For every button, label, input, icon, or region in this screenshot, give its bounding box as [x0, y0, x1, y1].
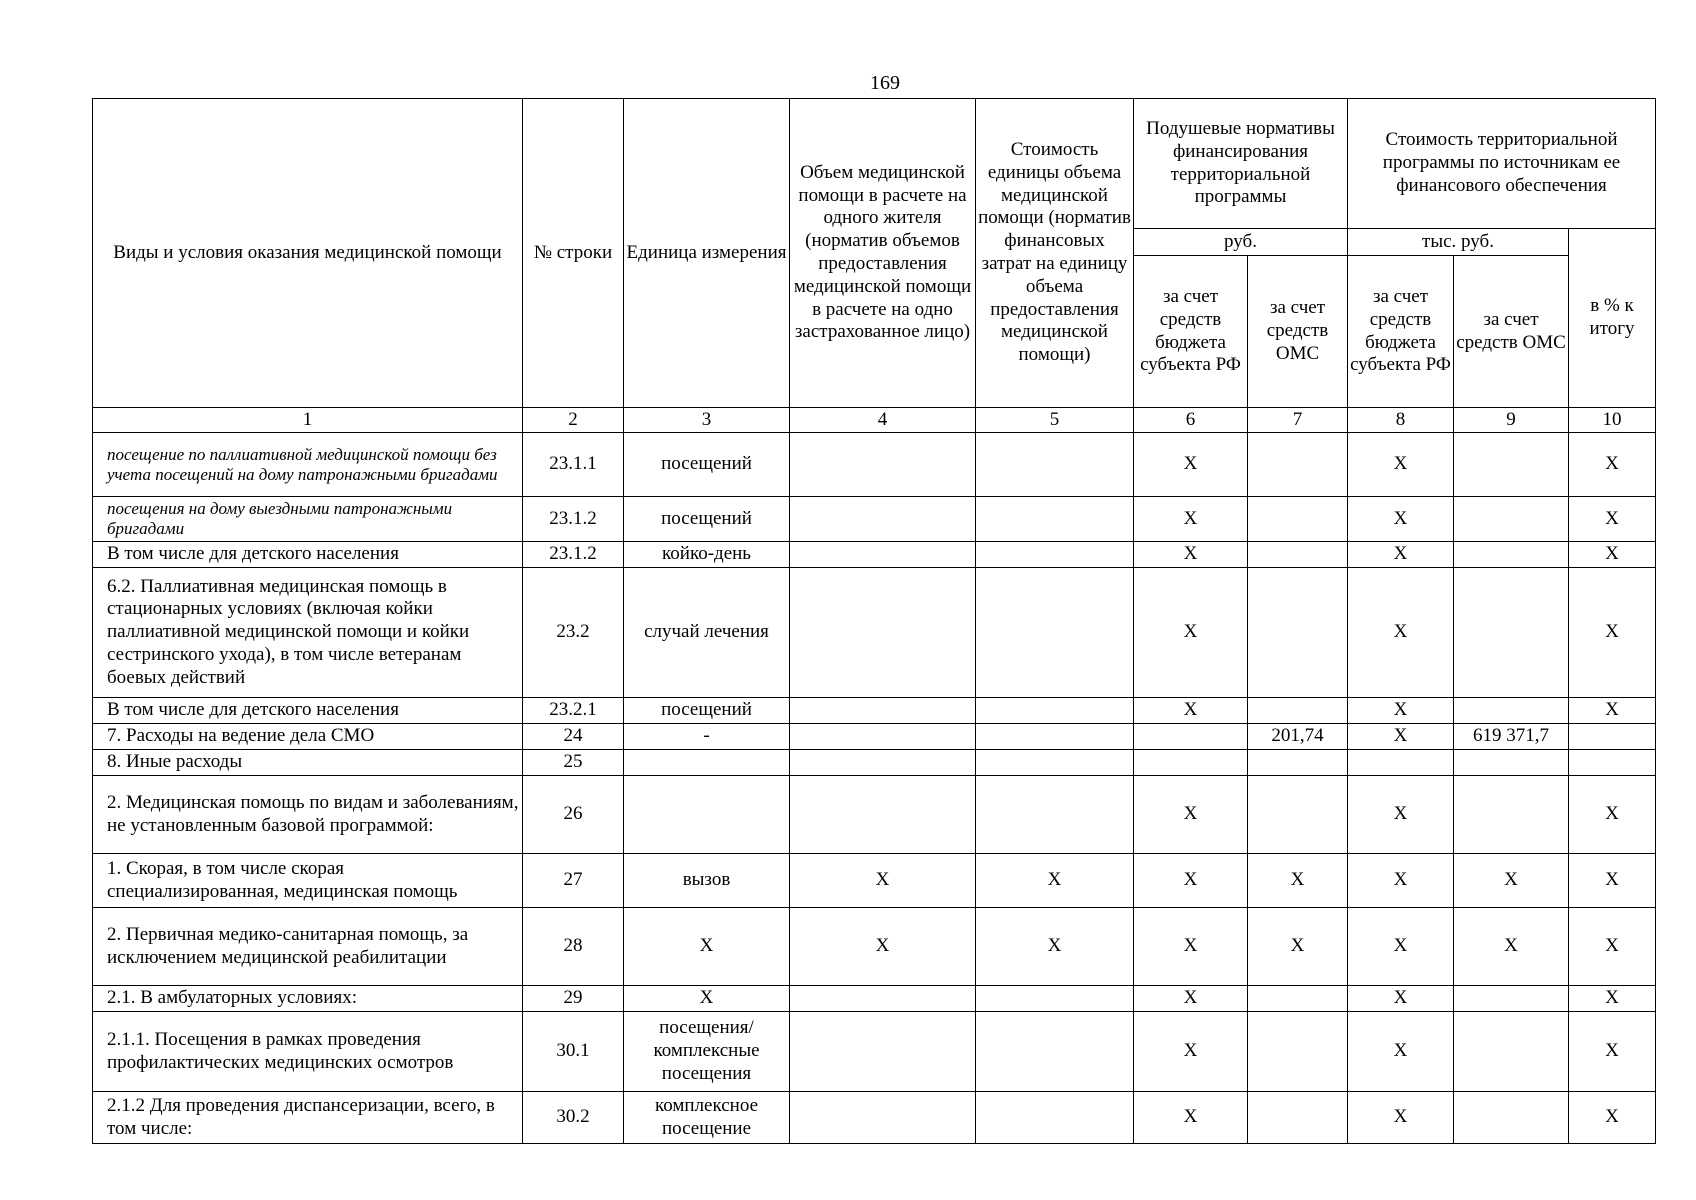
cell-percent: X — [1569, 854, 1656, 908]
column-number: 1 — [93, 408, 523, 433]
header-percent: в % к итогу — [1569, 229, 1656, 408]
cell-volume — [790, 1092, 976, 1144]
column-number: 2 — [523, 408, 624, 433]
table-row — [93, 986, 1656, 1012]
header-budget-b: за счет средств бюджета субъекта РФ — [1348, 256, 1454, 408]
cell-budget-cost: X — [1348, 724, 1454, 750]
column-number: 5 — [976, 408, 1134, 433]
cell-percent: X — [1569, 542, 1656, 568]
cell-budget-cost: X — [1348, 433, 1454, 497]
table-row — [93, 1092, 1656, 1144]
cell-oms-cost — [1454, 433, 1569, 497]
cell-type: 1. Скорая, в том числе скорая специализированная, медицинская помощь — [93, 854, 523, 908]
table-row — [93, 854, 1656, 908]
cell-oms-cost: X — [1454, 908, 1569, 986]
cell-unit: комплексное посещение — [624, 1092, 790, 1144]
table-row — [93, 542, 1656, 568]
cell-oms-cost — [1454, 750, 1569, 776]
cell-unit: случай лечения — [624, 568, 790, 698]
cell-percent: X — [1569, 776, 1656, 854]
cell-unit: койко-день — [624, 542, 790, 568]
cell-oms-per-capita: X — [1248, 854, 1348, 908]
cell-budget-per-capita: X — [1134, 1012, 1248, 1092]
column-number: 3 — [624, 408, 790, 433]
cell-type: В том числе для детского населения — [93, 698, 523, 724]
cell-unit: посещений — [624, 497, 790, 542]
column-number: 10 — [1569, 408, 1656, 433]
cell-unit: X — [624, 908, 790, 986]
cell-row-number: 30.1 — [523, 1012, 624, 1092]
page-number: 169 — [870, 72, 900, 94]
cell-type: 8. Иные расходы — [93, 750, 523, 776]
cell-percent: X — [1569, 1012, 1656, 1092]
cell-type: В том числе для детского населения — [93, 542, 523, 568]
cell-unit: X — [624, 986, 790, 1012]
cell-type: 2.1. В амбулаторных условиях: — [93, 986, 523, 1012]
cell-budget-cost: X — [1348, 854, 1454, 908]
cell-percent — [1569, 724, 1656, 750]
table-row — [93, 433, 1656, 497]
column-number: 4 — [790, 408, 976, 433]
cell-percent: X — [1569, 497, 1656, 542]
cell-oms-cost: 619 371,7 — [1454, 724, 1569, 750]
cell-budget-per-capita: X — [1134, 854, 1248, 908]
cell-row-number: 24 — [523, 724, 624, 750]
table-row — [93, 1012, 1656, 1092]
column-number: 8 — [1348, 408, 1454, 433]
cell-percent: X — [1569, 433, 1656, 497]
cell-oms-cost — [1454, 1092, 1569, 1144]
cell-budget-cost: X — [1348, 986, 1454, 1012]
cell-type: 2. Первичная медико-санитарная помощь, за исключением медицинской реабилитации — [93, 908, 523, 986]
cell-percent: X — [1569, 986, 1656, 1012]
table-row — [93, 698, 1656, 724]
cell-row-number: 26 — [523, 776, 624, 854]
cell-volume — [790, 724, 976, 750]
cell-unit-cost — [976, 542, 1134, 568]
cell-oms-cost — [1454, 776, 1569, 854]
cell-unit-cost — [976, 568, 1134, 698]
cell-type: 2.1.1. Посещения в рамках проведения профилактических медицинских осмотров — [93, 1012, 523, 1092]
cell-volume — [790, 1012, 976, 1092]
cell-oms-per-capita — [1248, 776, 1348, 854]
cell-budget-cost: X — [1348, 568, 1454, 698]
header-oms-b: за счет средств ОМС — [1454, 256, 1569, 408]
cell-volume — [790, 433, 976, 497]
cell-oms-per-capita — [1248, 497, 1348, 542]
cell-unit-cost — [976, 986, 1134, 1012]
cell-volume — [790, 986, 976, 1012]
cell-row-number: 23.2 — [523, 568, 624, 698]
cell-volume — [790, 698, 976, 724]
cell-unit-cost — [976, 698, 1134, 724]
cell-type: 6.2. Паллиативная медицинская помощь в стационарных условиях (включая койки паллиативной медицинской помощи и койки сестринского ухода), в том числе ветеранам боевых действий — [93, 568, 523, 698]
cell-row-number: 28 — [523, 908, 624, 986]
cell-percent: X — [1569, 1092, 1656, 1144]
cell-oms-per-capita — [1248, 698, 1348, 724]
cell-unit-cost — [976, 497, 1134, 542]
cell-volume: X — [790, 854, 976, 908]
table-row — [93, 497, 1656, 542]
cell-oms-cost — [1454, 568, 1569, 698]
cell-row-number: 25 — [523, 750, 624, 776]
cell-budget-per-capita: X — [1134, 433, 1248, 497]
cell-type: 2.1.2 Для проведения диспансеризации, всего, в том числе: — [93, 1092, 523, 1144]
cell-budget-per-capita — [1134, 724, 1248, 750]
cell-budget-per-capita: X — [1134, 1092, 1248, 1144]
cell-oms-per-capita: 201,74 — [1248, 724, 1348, 750]
cell-unit-cost — [976, 750, 1134, 776]
column-number: 6 — [1134, 408, 1248, 433]
cell-row-number: 27 — [523, 854, 624, 908]
cell-volume — [790, 568, 976, 698]
cell-budget-cost: X — [1348, 908, 1454, 986]
column-numbers-row — [93, 408, 1656, 433]
column-number: 7 — [1248, 408, 1348, 433]
cell-unit-cost — [976, 433, 1134, 497]
cell-row-number: 30.2 — [523, 1092, 624, 1144]
cell-budget-cost: X — [1348, 542, 1454, 568]
cell-type: 2. Медицинская помощь по видам и заболеваниям, не установленным базовой программой: — [93, 776, 523, 854]
cell-type: посещения на дому выездными патронажными бригадами — [93, 497, 523, 542]
cell-row-number: 23.1.2 — [523, 497, 624, 542]
header-row-number: № строки — [523, 99, 624, 408]
cell-oms-cost — [1454, 698, 1569, 724]
cell-row-number: 23.1.2 — [523, 542, 624, 568]
cell-percent: X — [1569, 908, 1656, 986]
cell-unit-cost: X — [976, 908, 1134, 986]
cell-budget-cost: X — [1348, 698, 1454, 724]
cell-budget-per-capita — [1134, 750, 1248, 776]
cell-unit: вызов — [624, 854, 790, 908]
cell-unit-cost: X — [976, 854, 1134, 908]
cell-oms-per-capita — [1248, 433, 1348, 497]
cell-oms-per-capita — [1248, 568, 1348, 698]
cell-unit — [624, 776, 790, 854]
cell-volume — [790, 497, 976, 542]
cell-percent — [1569, 750, 1656, 776]
cell-unit: посещений — [624, 698, 790, 724]
cell-oms-cost — [1454, 986, 1569, 1012]
table-row — [93, 568, 1656, 698]
cell-budget-cost: X — [1348, 776, 1454, 854]
header-volume: Объем медицинской помощи в расчете на одного жителя (норматив объемов предоставления медицинской помощи в расчете на одно застрахованное лицо) — [790, 99, 976, 408]
cell-budget-per-capita: X — [1134, 568, 1248, 698]
table-row — [93, 776, 1656, 854]
cell-budget-per-capita: X — [1134, 776, 1248, 854]
cell-row-number: 23.1.1 — [523, 433, 624, 497]
cell-unit: посещения/ комплексные посещения — [624, 1012, 790, 1092]
cell-oms-cost — [1454, 497, 1569, 542]
cell-budget-per-capita: X — [1134, 497, 1248, 542]
cell-row-number: 23.2.1 — [523, 698, 624, 724]
cell-budget-cost: X — [1348, 497, 1454, 542]
table-row — [93, 724, 1656, 750]
table-row — [93, 750, 1656, 776]
cell-unit — [624, 750, 790, 776]
header-unit: Единица измерения — [624, 99, 790, 408]
cell-unit-cost — [976, 1092, 1134, 1144]
cell-budget-per-capita: X — [1134, 542, 1248, 568]
cell-budget-cost: X — [1348, 1012, 1454, 1092]
financing-table — [92, 98, 1656, 1144]
header-program-cost: Стоимость территориальной программы по источникам ее финансового обеспечения — [1348, 99, 1656, 229]
cell-oms-per-capita — [1248, 750, 1348, 776]
header-unit-thousand-rub: тыс. руб. — [1348, 229, 1569, 256]
cell-oms-cost — [1454, 1012, 1569, 1092]
cell-oms-per-capita — [1248, 1092, 1348, 1144]
cell-budget-per-capita: X — [1134, 908, 1248, 986]
cell-budget-per-capita: X — [1134, 698, 1248, 724]
cell-budget-per-capita: X — [1134, 986, 1248, 1012]
header-budget-a: за счет средств бюджета субъекта РФ — [1134, 256, 1248, 408]
cell-oms-cost: X — [1454, 854, 1569, 908]
table-row — [93, 908, 1656, 986]
header-unit-cost: Стоимость единицы объема медицинской помощи (норматив финансовых затрат на единицу объема предоставления медицинской помощи) — [976, 99, 1134, 408]
cell-percent: X — [1569, 568, 1656, 698]
cell-oms-cost — [1454, 542, 1569, 568]
cell-type: посещение по паллиативной медицинской помощи без учета посещений на дому патронажными бригадами — [93, 433, 523, 497]
cell-oms-per-capita: X — [1248, 908, 1348, 986]
header-unit-rub: руб. — [1134, 229, 1348, 256]
header-types: Виды и условия оказания медицинской помощи — [93, 99, 523, 408]
column-number: 9 — [1454, 408, 1569, 433]
cell-unit-cost — [976, 776, 1134, 854]
cell-volume — [790, 542, 976, 568]
cell-oms-per-capita — [1248, 542, 1348, 568]
cell-budget-cost — [1348, 750, 1454, 776]
cell-unit: посещений — [624, 433, 790, 497]
cell-oms-per-capita — [1248, 1012, 1348, 1092]
cell-oms-per-capita — [1248, 986, 1348, 1012]
cell-unit: - — [624, 724, 790, 750]
header-oms-a: за счет средств ОМС — [1248, 256, 1348, 408]
cell-row-number: 29 — [523, 986, 624, 1012]
cell-type: 7. Расходы на ведение дела СМО — [93, 724, 523, 750]
cell-volume — [790, 776, 976, 854]
cell-unit-cost — [976, 724, 1134, 750]
cell-volume: X — [790, 908, 976, 986]
cell-volume — [790, 750, 976, 776]
cell-percent: X — [1569, 698, 1656, 724]
header-per-capita: Подушевые нормативы финансирования территориальной программы — [1134, 99, 1348, 229]
cell-unit-cost — [976, 1012, 1134, 1092]
cell-budget-cost: X — [1348, 1092, 1454, 1144]
